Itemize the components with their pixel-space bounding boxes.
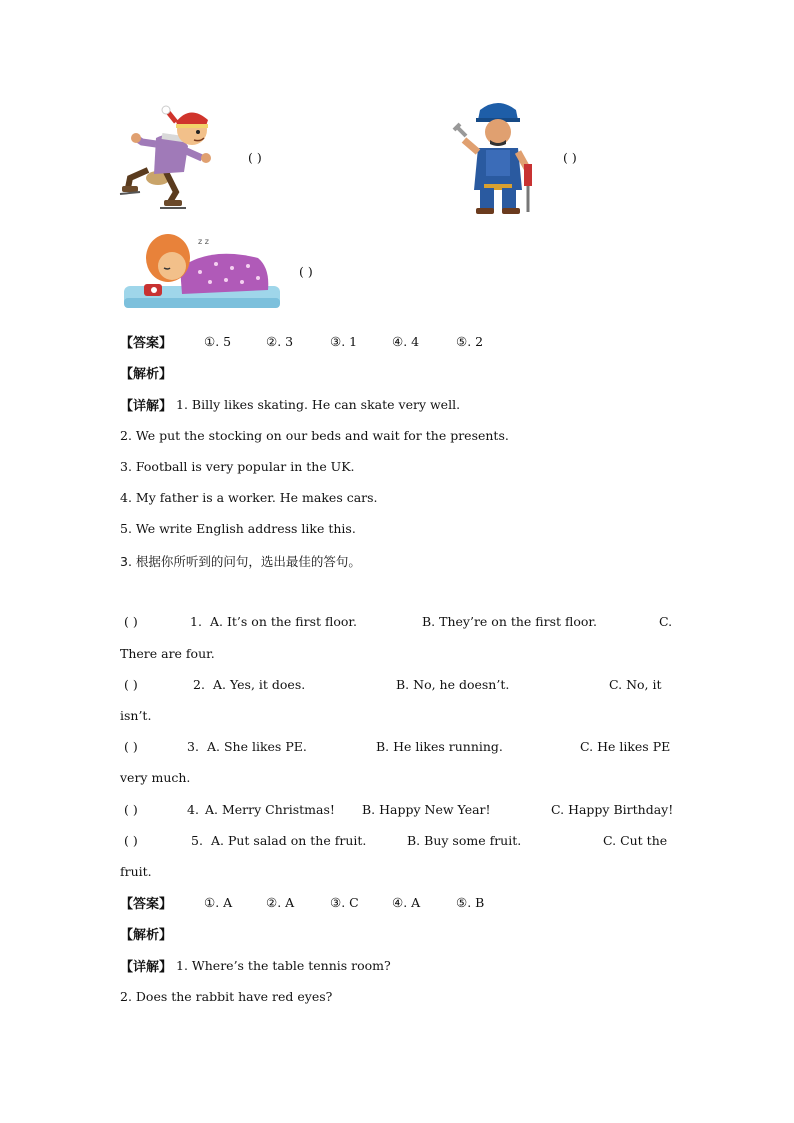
question-number: 3. — [187, 739, 199, 754]
option-c: C. He likes PE — [580, 739, 671, 754]
skating-boy-picture — [118, 100, 230, 212]
sleeping-girl-picture — [120, 228, 284, 314]
question-blank: ( ) — [124, 739, 138, 754]
answer-item: ①. A — [204, 895, 233, 910]
detail-line: 3. Football is very popular in the UK. — [120, 459, 355, 474]
detail-line: 2. We put the stocking on our beds and wait for the presents. — [120, 428, 509, 443]
answer-item: ③. C — [330, 895, 359, 910]
option-c: C. — [659, 614, 673, 629]
question-number: 2. — [193, 677, 205, 692]
option-a: A. It’s on the first floor. — [210, 614, 357, 629]
question-blank: ( ) — [124, 802, 138, 817]
detail-line: 4. My father is a worker. He makes cars. — [120, 490, 378, 505]
answer-label-1: 【答案】 — [120, 336, 173, 351]
answer-item: ③. 1 — [330, 334, 358, 349]
answer-label-2: 【答案】 — [120, 897, 173, 912]
option-c: C. Happy Birthday! — [551, 802, 674, 817]
question-blank: ( ) — [124, 614, 138, 629]
option-c: C. Cut the — [603, 833, 668, 848]
worker-answer-blank: ( ) — [563, 150, 577, 165]
question-blank: ( ) — [124, 677, 138, 692]
option-c-continued: very much. — [120, 770, 191, 785]
question-blank: ( ) — [124, 833, 138, 848]
answer-item: ⑤. B — [456, 895, 485, 910]
analysis-label-1: 【解析】 — [120, 367, 173, 382]
option-c-continued: There are four. — [120, 646, 215, 661]
option-b: B. Buy some fruit. — [407, 833, 522, 848]
detail-line: 1. Billy likes skating. He can skate very well. — [176, 397, 461, 412]
option-c-continued: fruit. — [120, 864, 152, 879]
answer-item: ⑤. 2 — [456, 334, 484, 349]
answer-item: ②. 3 — [266, 334, 294, 349]
detail-line: 2. Does the rabbit have red eyes? — [120, 989, 333, 1004]
option-b: B. Happy New Year! — [362, 802, 491, 817]
answer-item: ④. A — [392, 895, 421, 910]
option-c: C. No, it — [609, 677, 662, 692]
option-b: B. No, he doesn’t. — [396, 677, 510, 692]
option-b: B. He likes running. — [376, 739, 503, 754]
detail-label-2: 【详解】 — [120, 960, 173, 975]
svg-text:z z: z z — [198, 237, 209, 246]
question-number: 1. — [190, 614, 202, 629]
skating-boy-answer-blank: ( ) — [248, 150, 262, 165]
answer-item: ④. 4 — [392, 334, 420, 349]
option-a: A. She likes PE. — [207, 739, 307, 754]
analysis-label-2: 【解析】 — [120, 928, 173, 943]
question-number: 4. — [187, 802, 199, 817]
worker-picture — [450, 100, 544, 216]
option-a: A. Put salad on the fruit. — [211, 833, 367, 848]
option-a: A. Yes, it does. — [213, 677, 306, 692]
option-a: A. Merry Christmas! — [205, 802, 335, 817]
answer-item: ②. A — [266, 895, 295, 910]
sleeping-girl-answer-blank: ( ) — [299, 264, 313, 279]
option-c-continued: isn’t. — [120, 708, 152, 723]
question-number: 5. — [191, 833, 203, 848]
detail-line: 5. We write English address like this. — [120, 521, 356, 536]
section-heading: 3. 根据你所听到的问句，选出最佳的答句。 — [120, 554, 361, 569]
detail-line: 1. Where’s the table tennis room? — [176, 958, 391, 973]
option-b: B. They’re on the first floor. — [422, 614, 597, 629]
answer-item: ①. 5 — [204, 334, 232, 349]
detail-label-1: 【详解】 — [120, 399, 173, 414]
